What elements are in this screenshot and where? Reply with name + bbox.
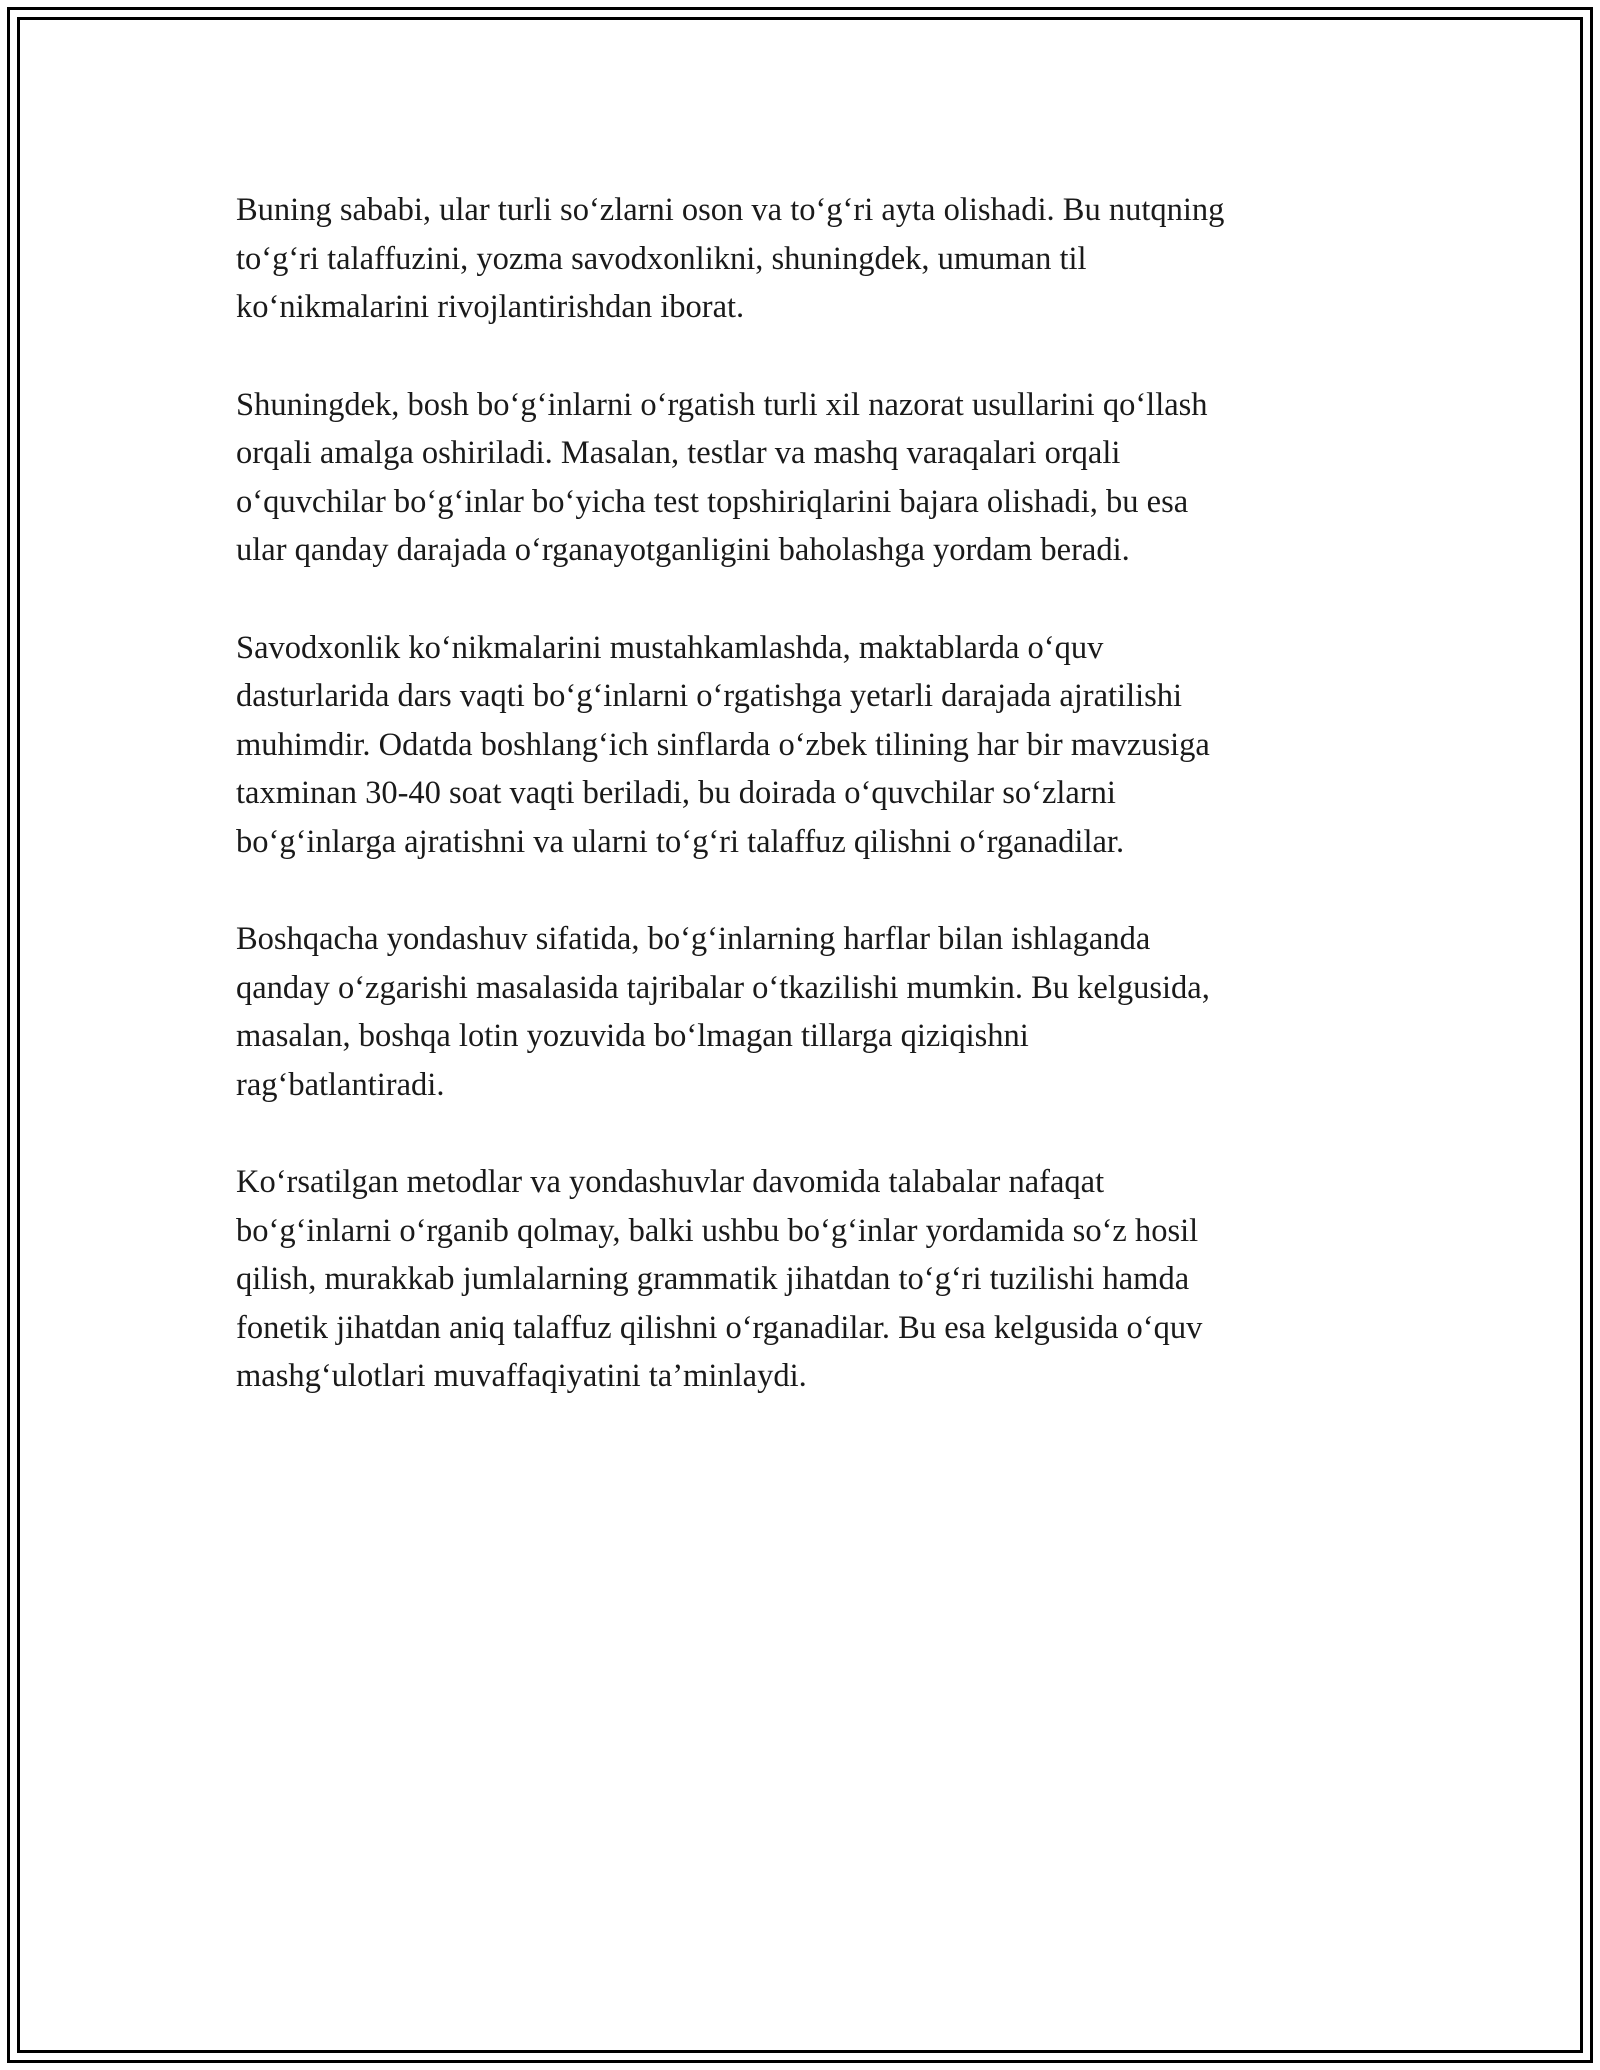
- text-line: ko‘nikmalarini rivojlantirishdan iborat.: [236, 289, 745, 325]
- text-line: mashg‘ulotlari muvaffaqiyatini ta’minlaydi.: [236, 1358, 807, 1394]
- paragraph-5: [236, 1158, 1366, 1401]
- text-line: taxminan 30-40 soat vaqti beriladi, bu doirada o‘quvchilar so‘zlarni: [236, 775, 1116, 811]
- text-line: qilish, murakkab jumlalarning grammatik jihatdan to‘g‘ri tuzilishi hamda: [236, 1261, 1190, 1297]
- text-line: qanday o‘zgarishi masalasida tajribalar o‘tkazilishi mumkin. Bu kelgusida,: [236, 969, 1210, 1006]
- text-line: Buning sababi, ular turli so‘zlarni oson va to‘g‘ri ayta olishadi. Bu nutqning: [236, 192, 1225, 228]
- text-line: masalan, boshqa lotin yozuvida bo‘lmagan tillarga qiziqishni: [236, 1018, 1029, 1054]
- text-line: to‘g‘ri talaffuzini, yozma savodxonlikni, shuningdek, umuman til: [236, 240, 1087, 277]
- text-line: orqali amalga oshiriladi. Masalan, testlar va mashq varaqalari orqali: [236, 435, 1121, 471]
- text-line: Shuningdek, bosh bo‘g‘inlarni o‘rgatish turli xil nazorat usullarini qo‘llash: [236, 386, 1208, 423]
- paragraph-4: [236, 915, 1366, 1109]
- text-line: Savodxonlik ko‘nikmalarini mustahkamlashda, maktablarda o‘quv: [236, 629, 1104, 666]
- text-line: Ko‘rsatilgan metodlar va yondashuvlar davomida talabalar nafaqat: [236, 1164, 1105, 1200]
- document-body: [236, 186, 1366, 1450]
- text-line: bo‘g‘inlarga ajratishni va ularni to‘g‘ri talaffuz qilishni o‘rganadilar.: [236, 823, 1125, 860]
- text-line: rag‘batlantiradi.: [236, 1066, 445, 1103]
- paragraph-3: [236, 624, 1366, 867]
- text-line: muhimdir. Odatda boshlang‘ich sinflarda o‘zbek tilining har bir mavzusiga: [236, 726, 1210, 763]
- text-line: fonetik jihatdan aniq talaffuz qilishni o‘rganadilar. Bu esa kelgusida o‘quv: [236, 1309, 1203, 1346]
- text-line: o‘quvchilar bo‘g‘inlar bo‘yicha test topshiriqlarini bajara olishadi, bu esa: [236, 483, 1189, 520]
- paragraph-2: [236, 381, 1366, 575]
- text-line: bo‘g‘inlarni o‘rganib qolmay, balki ushbu bo‘g‘inlar yordamida so‘z hosil: [236, 1212, 1199, 1249]
- text-line: ular qanday darajada o‘rganayotganligini baholashga yordam beradi.: [236, 532, 1130, 568]
- text-line: dasturlarida dars vaqti bo‘g‘inlarni o‘rgatishga yetarli darajada ajratilishi: [236, 678, 1183, 714]
- text-line: Boshqacha yondashuv sifatida, bo‘g‘inlarning harflar bilan ishlaganda: [236, 921, 1151, 957]
- paragraph-1: [236, 186, 1366, 332]
